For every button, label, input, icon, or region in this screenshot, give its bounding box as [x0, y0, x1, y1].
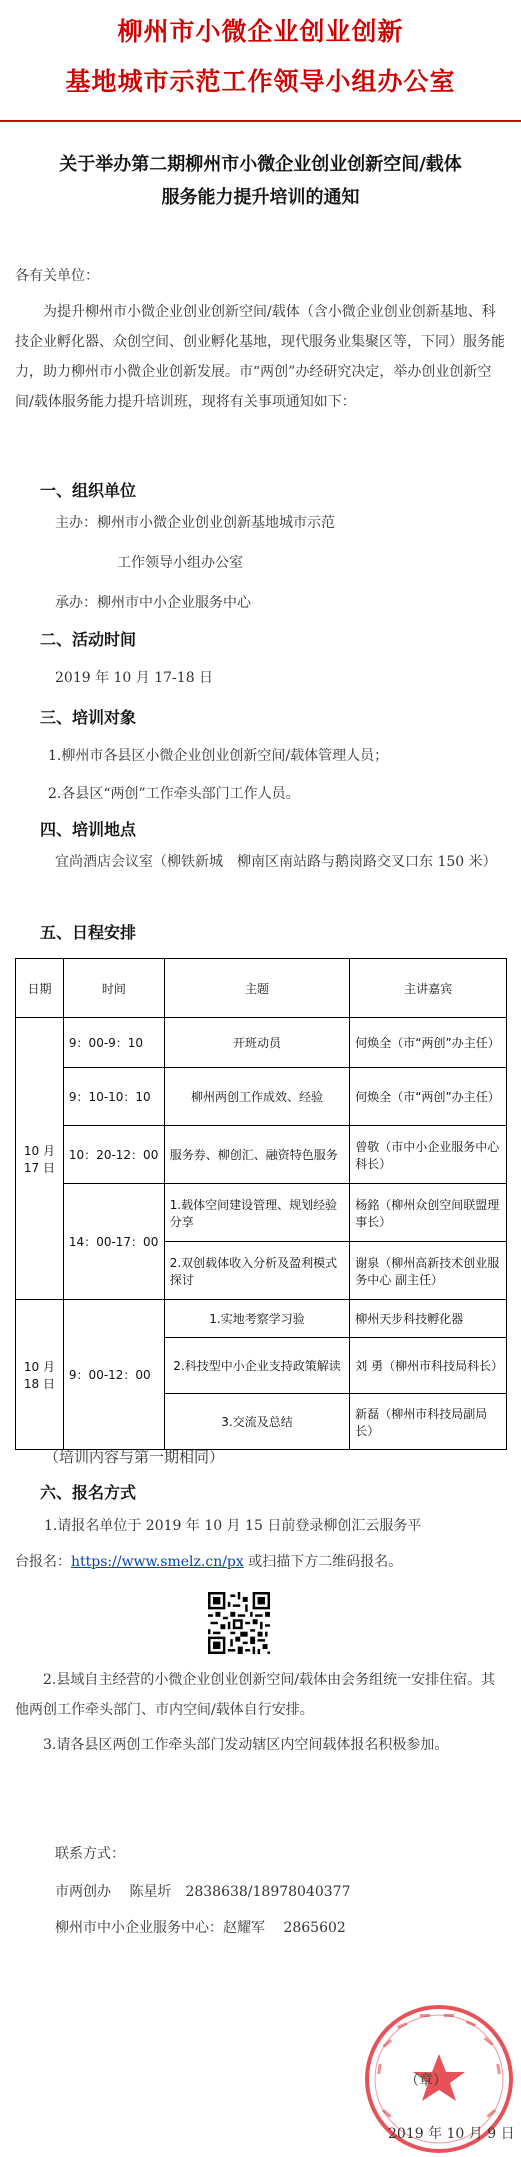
- section-registration: 六、报名方式: [40, 1483, 137, 1502]
- row4-topic: 1.载体空间建设管理、规划经验分享: [164, 1184, 350, 1242]
- target-item-1: 1.柳州市各县区小微企业创业创新空间/载体管理人员；: [48, 748, 389, 764]
- section-time: 二、活动时间: [40, 630, 137, 649]
- table-row: [16, 1126, 507, 1184]
- table-row: [16, 1068, 507, 1126]
- row4-time: 14：00-17：00: [63, 1184, 164, 1300]
- row7-topic: 2.科技型中小企业支持政策解读: [164, 1338, 350, 1394]
- table-row: [16, 1018, 507, 1068]
- registration-item3: 3.请各县区两创工作牵头部门发动辖区内空间载体报名积极参加。: [43, 1737, 449, 1753]
- section-schedule: 五、日程安排: [40, 923, 137, 942]
- row3-time: 10：20-12：00: [63, 1126, 164, 1184]
- row2-topic: 柳州两创工作成效、经验: [164, 1068, 350, 1126]
- organizer-line: 承办：柳州市中小企业服务中心: [55, 595, 251, 611]
- row1-time: 9：00-9：10: [63, 1018, 164, 1068]
- day1-cell: 10 月 17 日: [16, 1018, 64, 1300]
- event-date: 2019 年 10 月 17-18 日: [55, 670, 214, 686]
- col-header-date: 日期: [16, 959, 64, 1018]
- row4-speaker: 杨銘（柳州众创空间联盟理事长）: [350, 1184, 507, 1242]
- registration-item2: 2.县域自主经营的小微企业创业创新空间/载体由会务组统一安排住宿。其他两创工作牵头部门、市内空间/载体自行安排。: [15, 1672, 496, 1718]
- issuer-title-line1: 柳州市小微企业创业创新: [117, 17, 404, 46]
- red-divider: [0, 120, 521, 122]
- row3-topic: 服务券、柳创汇、融资特色服务: [164, 1126, 350, 1184]
- section-targets: 三、培训对象: [40, 708, 137, 727]
- col-header-speaker: 主讲嘉宾: [350, 959, 507, 1018]
- seal-label: （章）: [405, 2073, 447, 2089]
- row6-time: 9：00-12：00: [63, 1300, 164, 1450]
- table-row: [16, 1300, 507, 1338]
- row7-speaker: 刘 勇（柳州市科技局科长）: [350, 1338, 507, 1394]
- row8-speaker: 新磊（柳州市科技局副局长）: [350, 1394, 507, 1450]
- salutation: 各有关单位：: [15, 268, 99, 284]
- qr-code-icon[interactable]: [208, 1592, 270, 1654]
- contact-line2: 柳州市中小企业服务中心：赵耀军 2865602: [55, 1920, 346, 1936]
- row6-topic: 1.实地考察学习验: [164, 1300, 350, 1338]
- host-line2: 工作领导小组办公室: [117, 555, 243, 571]
- section-location: 四、培训地点: [40, 820, 137, 839]
- section-organizers: 一、组织单位: [40, 481, 137, 500]
- registration-link[interactable]: https://www.smelz.cn/px: [71, 1554, 244, 1570]
- table-header-row: [16, 959, 507, 1018]
- host-label: 主办：: [55, 515, 97, 531]
- day2-cell: 10 月 18 日: [16, 1300, 64, 1450]
- registration-prefix: 台报名：: [15, 1554, 71, 1570]
- table-row: [16, 1184, 507, 1242]
- intro-paragraph: 为提升柳州市小微企业创业创新空间/载体（含小微企业创业创新基地、科技企业孵化器、众创空间、创业孵化基地，现代服务业集聚区等，下同）服务能力，助力柳州市小微企业创新发展。市“两创”办经研究决定，举办创业创新空间/载体服务能力提升培训班，现将有关事项通知如下：: [15, 304, 505, 410]
- registration-item1-line1: 1.请报名单位于 2019 年 10 月 15 日前登录柳创汇云服务平: [44, 1518, 422, 1534]
- location-text: 宜尚酒店会议室（柳铁新城 柳南区南站路与鹅岗路交叉口东 150 米）: [55, 854, 497, 870]
- contact-title: 联系方式：: [55, 1846, 125, 1862]
- subject-line2: 服务能力提升培训的通知: [161, 187, 360, 208]
- schedule-table: [15, 958, 507, 1450]
- contact-line1: 市两创办 陈星圻 2838638/18978040377: [55, 1884, 351, 1900]
- row1-topic: 开班动员: [164, 1018, 350, 1068]
- target-item-2: 2.各县区“两创”工作牵头部门工作人员。: [48, 786, 300, 802]
- subject-line1: 关于举办第二期柳州市小微企业创业创新空间/载体: [59, 154, 462, 175]
- signature-date: 2019 年 10 月 9 日: [388, 2126, 515, 2142]
- col-header-time: 时间: [63, 959, 164, 1018]
- row5-topic: 2.双创载体收入分析及盈利模式探讨: [164, 1242, 350, 1300]
- row5-speaker: 谢泉（柳州高新技术创业服务中心 副主任）: [350, 1242, 507, 1300]
- row3-speaker: 曾敬（市中小企业服务中心科长）: [350, 1126, 507, 1184]
- col-header-topic: 主题: [164, 959, 350, 1018]
- row2-time: 9：10-10：10: [63, 1068, 164, 1126]
- host-line1: 柳州市小微企业创业创新基地城市示范: [97, 515, 335, 531]
- row6-speaker: 柳州天步科技孵化器: [350, 1300, 507, 1338]
- registration-suffix: 或扫描下方二维码报名。: [243, 1554, 403, 1570]
- registration-item1-line2: [15, 1551, 402, 1571]
- row1-speaker: 何焕全（市“两创”办主任）: [350, 1018, 507, 1068]
- row2-speaker: 何焕全（市“两创”办主任）: [350, 1068, 507, 1126]
- issuer-title-line2: 基地城市示范工作领导小组办公室: [65, 67, 456, 96]
- row8-topic: 3.交流及总结: [164, 1394, 350, 1450]
- training-note: （培训内容与第一期相同）: [44, 1448, 225, 1466]
